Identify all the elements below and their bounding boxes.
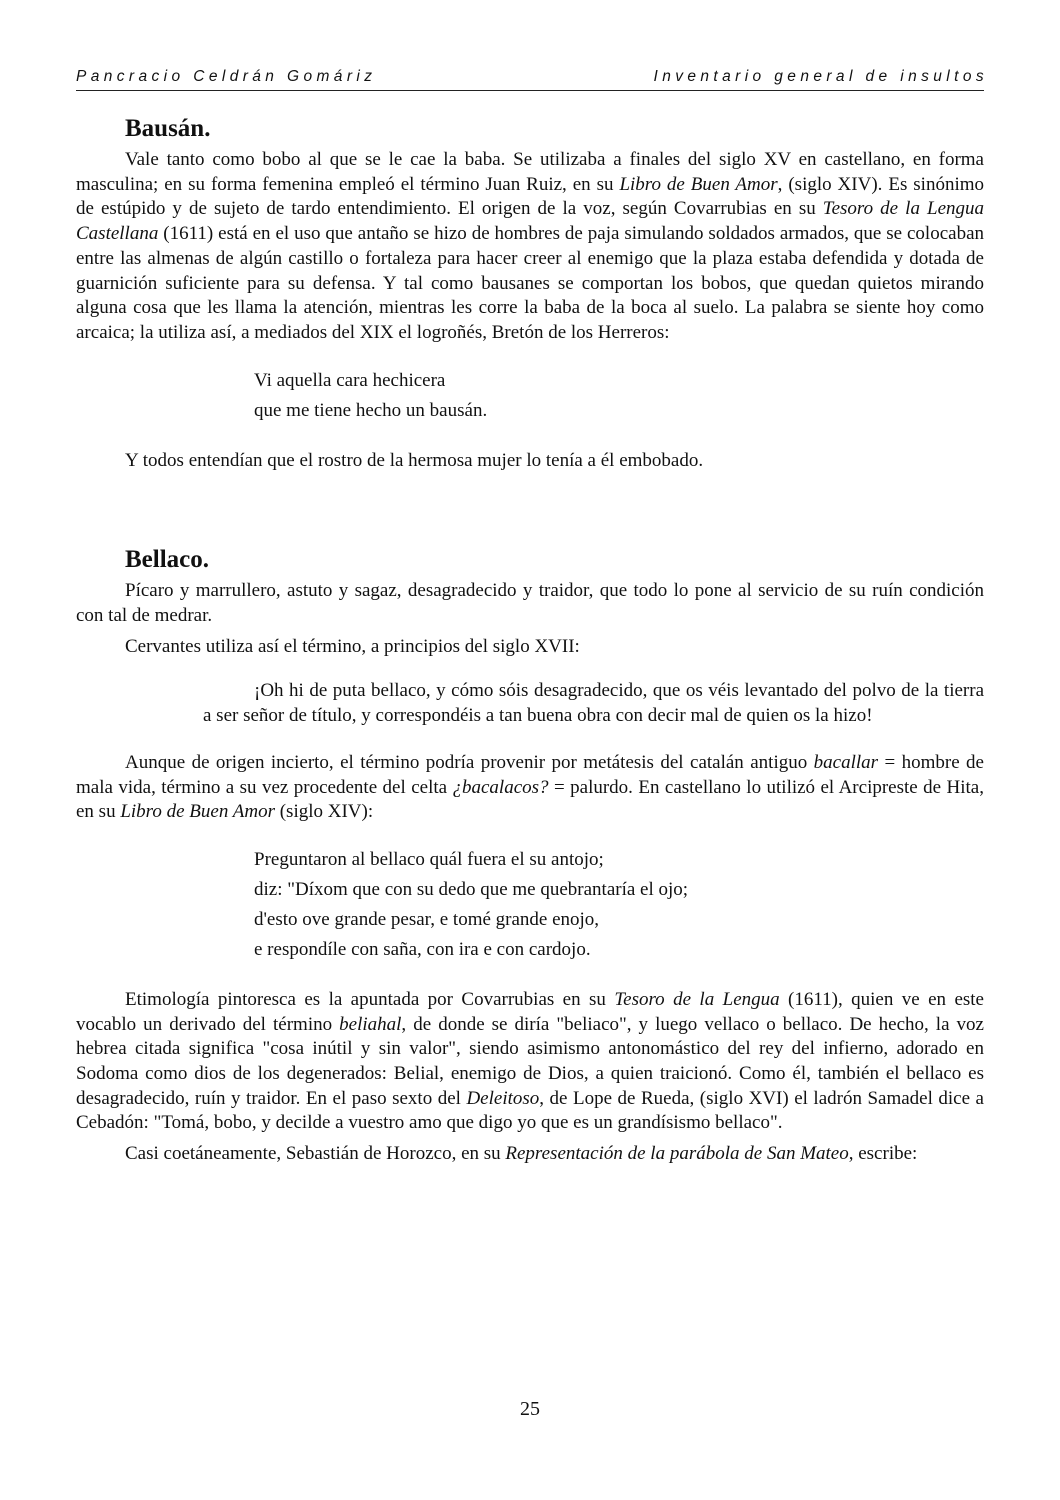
- bausan-paragraph-2: Y todos entendían que el rostro de la hermosa mujer lo tenía a él embobado.: [125, 449, 704, 471]
- verse-line: d'esto ove grande pesar, e tomé grande enojo,: [254, 908, 600, 930]
- verse-line: que me tiene hecho un bausán.: [254, 399, 488, 421]
- bellaco-paragraph-4: Etimología pintoresca es la apuntada por Covarrubias en su Tesoro de la Lengua (1611), quien ve en este vocablo un derivado del término beliahal, de donde se diría "beliaco", y luego vellaco o bellaco. De hecho, la voz hebrea citada significa "cosa inútil y sin valor", siendo asimismo antonomástico del rey del infierno, adorado en Sodoma como dios de los degenerados: Belial, enemigo de Dios, a quien traicionó. Como él, también el bellaco es desagradecido, ruín y traidor. En el paso sexto del Deleitoso, de Lope de Rueda, (siglo XVI) el ladrón Samadel dice a Cebadón: "Tomá, bobo, y decilde a vuestro amo que digo yo que es un grandísismo bellaco".: [76, 988, 984, 1134]
- bellaco-paragraph-5: Casi coetáneamente, Sebastián de Horozco, en su Representación de la parábola de San Mateo, escribe:: [125, 1143, 918, 1165]
- verse-line: Preguntaron al bellaco quál fuera el su antojo;: [254, 848, 604, 870]
- page-number: 25: [520, 1398, 540, 1420]
- entry-heading-bausan: Bausán.: [125, 115, 211, 142]
- bellaco-paragraph-3: Aunque de origen incierto, el término podría provenir por metátesis del catalán antiguo bacallar = hombre de mala vida, término a su vez procedente del celta ¿bacalacos? = palurdo. En castellano lo utilizó el Arcipreste de Hita, en su Libro de Buen Amor (siglo XIV):: [76, 751, 984, 823]
- bellaco-cervantes-quote: ¡Oh hi de puta bellaco, y cómo sóis desagradecido, que os véis levantado del polvo de la tierra a ser señor de título, y correspondéis a tan buena obra con decir mal de quien os la hizo!: [203, 680, 984, 727]
- verse-line: Vi aquella cara hechicera: [254, 369, 446, 391]
- running-header: [76, 68, 988, 91]
- bellaco-paragraph-2: Cervantes utiliza así el término, a principios del siglo XVII:: [125, 635, 580, 657]
- bellaco-paragraph-1: Pícaro y marrullero, astuto y sagaz, desagradecido y traidor, que todo lo pone al servicio de su ruín condición con tal de medrar.: [76, 580, 984, 627]
- bellaco-verse: [254, 845, 984, 965]
- page-body: [76, 114, 984, 1167]
- header-author: Pancracio Celdrán Gomáriz: [76, 68, 377, 85]
- bausan-verse: [254, 366, 984, 426]
- verse-line: diz: "Díxom que con su dedo que me quebrantaría el ojo;: [254, 878, 689, 900]
- header-book-title: Inventario general de insultos: [653, 68, 988, 85]
- bausan-paragraph-1: Vale tanto como bobo al que se le cae la baba. Se utilizaba a finales del siglo XV en castellano, en forma masculina; en su forma femenina empleó el término Juan Ruiz, en su Libro de Buen Amor, (siglo XIV). Es sinónimo de estúpido y de sujeto de tardo entendimiento. El origen de la voz, según Covarrubias en su Tesoro de la Lengua Castellana (1611) está en el uso que antaño se hizo de hombres de paja simulando soldados armados, que se colocaban entre las almenas de algún castillo o fortaleza para hacer creer al enemigo que la plaza estaba defendida y dotada de guarnición suficiente para su defensa. Y tal como bausanes se comportan los bobos, que quedan quietos mirando alguna cosa que les llama la atención, mientras les corre la baba de la boca al suelo. La palabra se siente hoy como arcaica; la utiliza así, a mediados del XIX el logroñés, Bretón de los Herreros:: [76, 149, 985, 343]
- verse-line: e respondíle con saña, con ira e con cardojo.: [254, 938, 591, 960]
- entry-heading-bellaco: Bellaco.: [125, 546, 210, 574]
